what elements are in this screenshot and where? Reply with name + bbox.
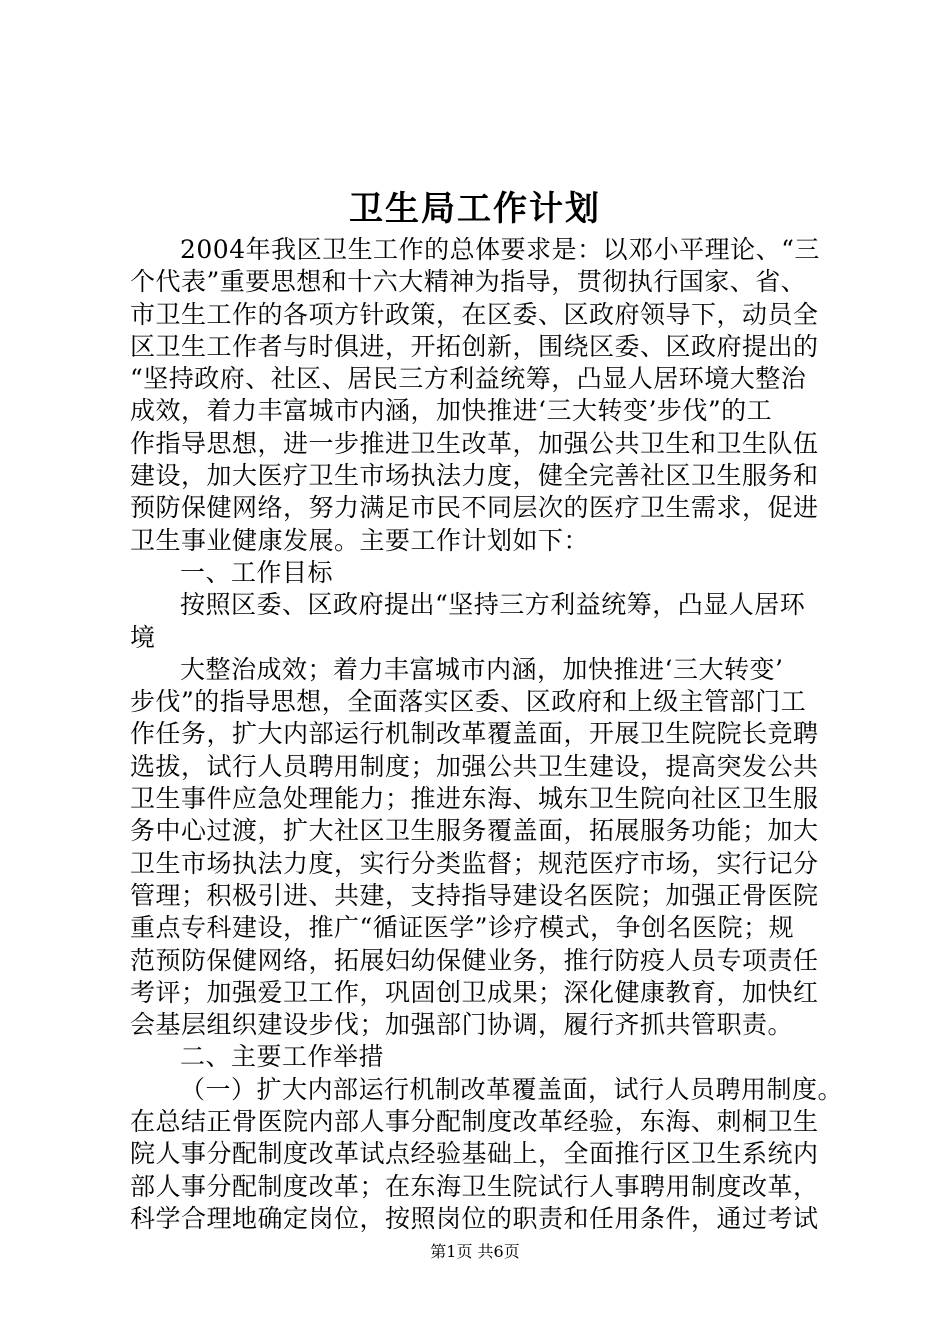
body-line: 卫生事件应急处理能力；推进东海、城东卫生院向社区卫生服 <box>130 784 819 814</box>
body-line: 区卫生工作者与时俱进，开拓创新，围绕区委、区政府提出的 <box>130 331 819 361</box>
section-heading: 二、主要工作举措 <box>180 1042 385 1072</box>
body-line: 管理；积极引进、共建，支持指导建设名医院；加强正骨医院 <box>130 880 819 910</box>
section-heading: 一、工作目标 <box>180 557 334 587</box>
body-line: 科学合理地确定岗位，按照岗位的职责和任用条件，通过考试 <box>130 1203 819 1233</box>
body-line: 考评；加强爱卫工作，巩固创卫成果；深化健康教育，加快红 <box>130 977 819 1007</box>
body-line: 步伐”的指导思想，全面落实区委、区政府和上级主管部门工 <box>130 687 807 717</box>
body-line: 在总结正骨医院内部人事分配制度改革经验，东海、刺桐卫生 <box>130 1107 819 1137</box>
body-line: 务中心过渡，扩大社区卫生服务覆盖面，拓展服务功能；加大 <box>130 816 819 846</box>
body-line: 卫生事业健康发展。主要工作计划如下： <box>130 525 590 555</box>
body-line: 建设，加大医疗卫生市场执法力度，健全完善社区卫生服务和 <box>130 461 819 491</box>
body-line: 范预防保健网络，拓展妇幼保健业务，推行防疫人员专项责任 <box>130 945 819 975</box>
document-title: 卫生局工作计划 <box>349 189 601 229</box>
body-line: 卫生市场执法力度，实行分类监督；规范医疗市场，实行记分 <box>130 848 819 878</box>
body-line: 大整治成效；着力丰富城市内涵，加快推进‘三大转变’ <box>180 654 784 684</box>
body-line: 预防保健网络，努力满足市民不同层次的医疗卫生需求，促进 <box>130 493 819 523</box>
document-body <box>130 234 844 1235</box>
body-line: 选拔，试行人员聘用制度；加强公共卫生建设，提高突发公共 <box>130 751 819 781</box>
body-line: 按照区委、区政府提出“坚持三方利益统筹，凸显人居环 <box>180 590 806 620</box>
body-line: 市卫生工作的各项方针政策，在区委、区政府领导下，动员全 <box>130 299 819 329</box>
body-line: 作任务，扩大内部运行机制改革覆盖面，开展卫生院院长竞聘 <box>130 719 819 749</box>
body-line: 成效，着力丰富城市内涵，加快推进‘三大转变’步伐”的工 <box>130 396 773 426</box>
page-indicator: 第1页 共6页 <box>430 1242 520 1261</box>
body-line: 会基层组织建设步伐；加强部门协调，履行齐抓共管职责。 <box>130 1010 794 1040</box>
body-line: 重点专科建设，推广“循证医学”诊疗模式，争创名医院；规 <box>130 913 795 943</box>
body-line: “坚持政府、社区、居民三方利益统筹，凸显人居环境大整治 <box>130 364 807 394</box>
body-line: 2004年我区卫生工作的总体要求是：以邓小平理论、“三 <box>180 235 820 264</box>
body-line: 境 <box>130 622 156 652</box>
body-line: 作指导思想，进一步推进卫生改革，加强公共卫生和卫生队伍 <box>130 428 819 458</box>
body-line: 个代表”重要思想和十六大精神为指导，贯彻执行国家、省、 <box>130 267 807 297</box>
body-line: 部人事分配制度改革；在东海卫生院试行人事聘用制度改革， <box>130 1171 819 1201</box>
subsection-heading: （一）扩大内部运行机制改革覆盖面，试行人员聘用制度。 <box>180 1074 844 1104</box>
body-line: 院人事分配制度改革试点经验基础上，全面推行区卫生系统内 <box>130 1139 819 1169</box>
